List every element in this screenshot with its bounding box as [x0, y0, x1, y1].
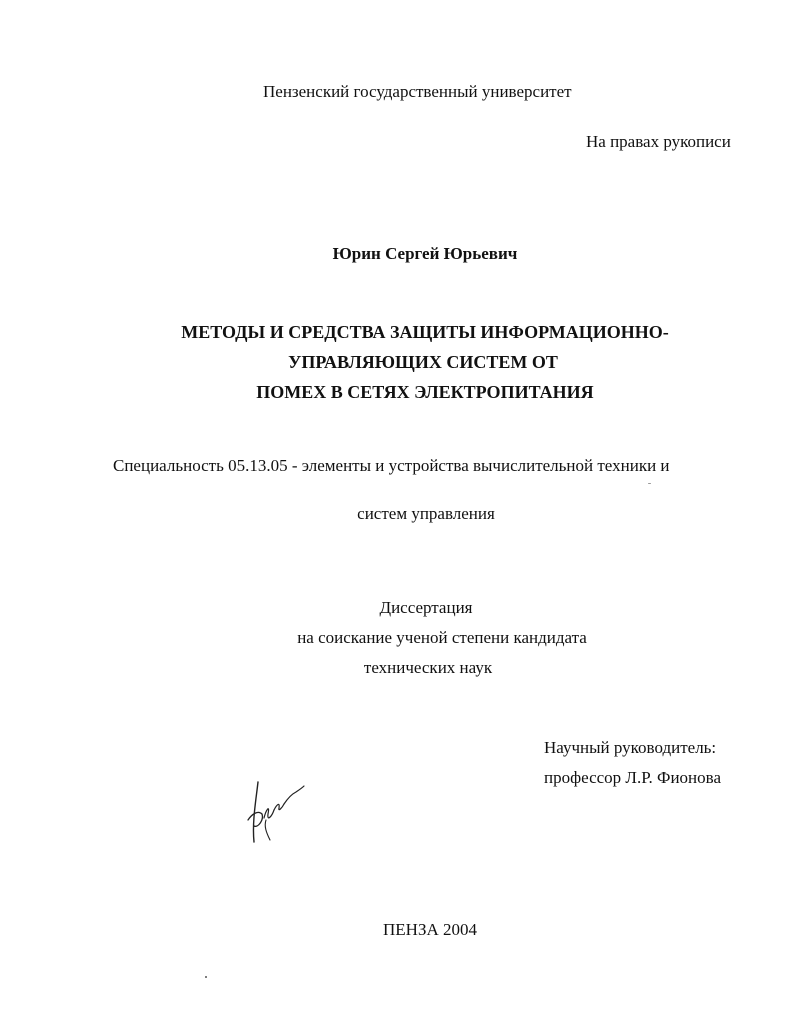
- scan-speck: [205, 976, 207, 978]
- degree-field: технических наук: [363, 658, 493, 677]
- city-year: ПЕНЗА 2004: [383, 920, 477, 939]
- author-name: Юрин Сергей Юрьевич: [332, 244, 518, 263]
- advisor-label: Научный руководитель:: [544, 738, 717, 757]
- dissertation-title-line-2: УПРАВЛЯЮЩИХ СИСТЕМ ОТ: [288, 352, 558, 372]
- manuscript-note: На правах рукописи: [586, 132, 731, 151]
- handwritten-signature: [244, 770, 308, 850]
- dissertation-type: Диссертация: [379, 598, 473, 617]
- advisor-name: профессор Л.Р. Фионова: [544, 768, 722, 787]
- scan-speck: [648, 483, 651, 484]
- specialty-line-1: Специальность 05.13.05 - элементы и устройства вычислительной техники и: [113, 456, 670, 475]
- dissertation-title-line-3: ПОМЕХ В СЕТЯХ ЭЛЕКТРОПИТАНИЯ: [256, 382, 594, 402]
- specialty-line-2: систем управления: [357, 504, 495, 523]
- degree-sought: на соискание ученой степени кандидата: [297, 628, 587, 647]
- university-name: Пензенский государственный университет: [263, 82, 572, 101]
- dissertation-title-line-1: МЕТОДЫ И СРЕДСТВА ЗАЩИТЫ ИНФОРМАЦИОННО-: [181, 322, 669, 342]
